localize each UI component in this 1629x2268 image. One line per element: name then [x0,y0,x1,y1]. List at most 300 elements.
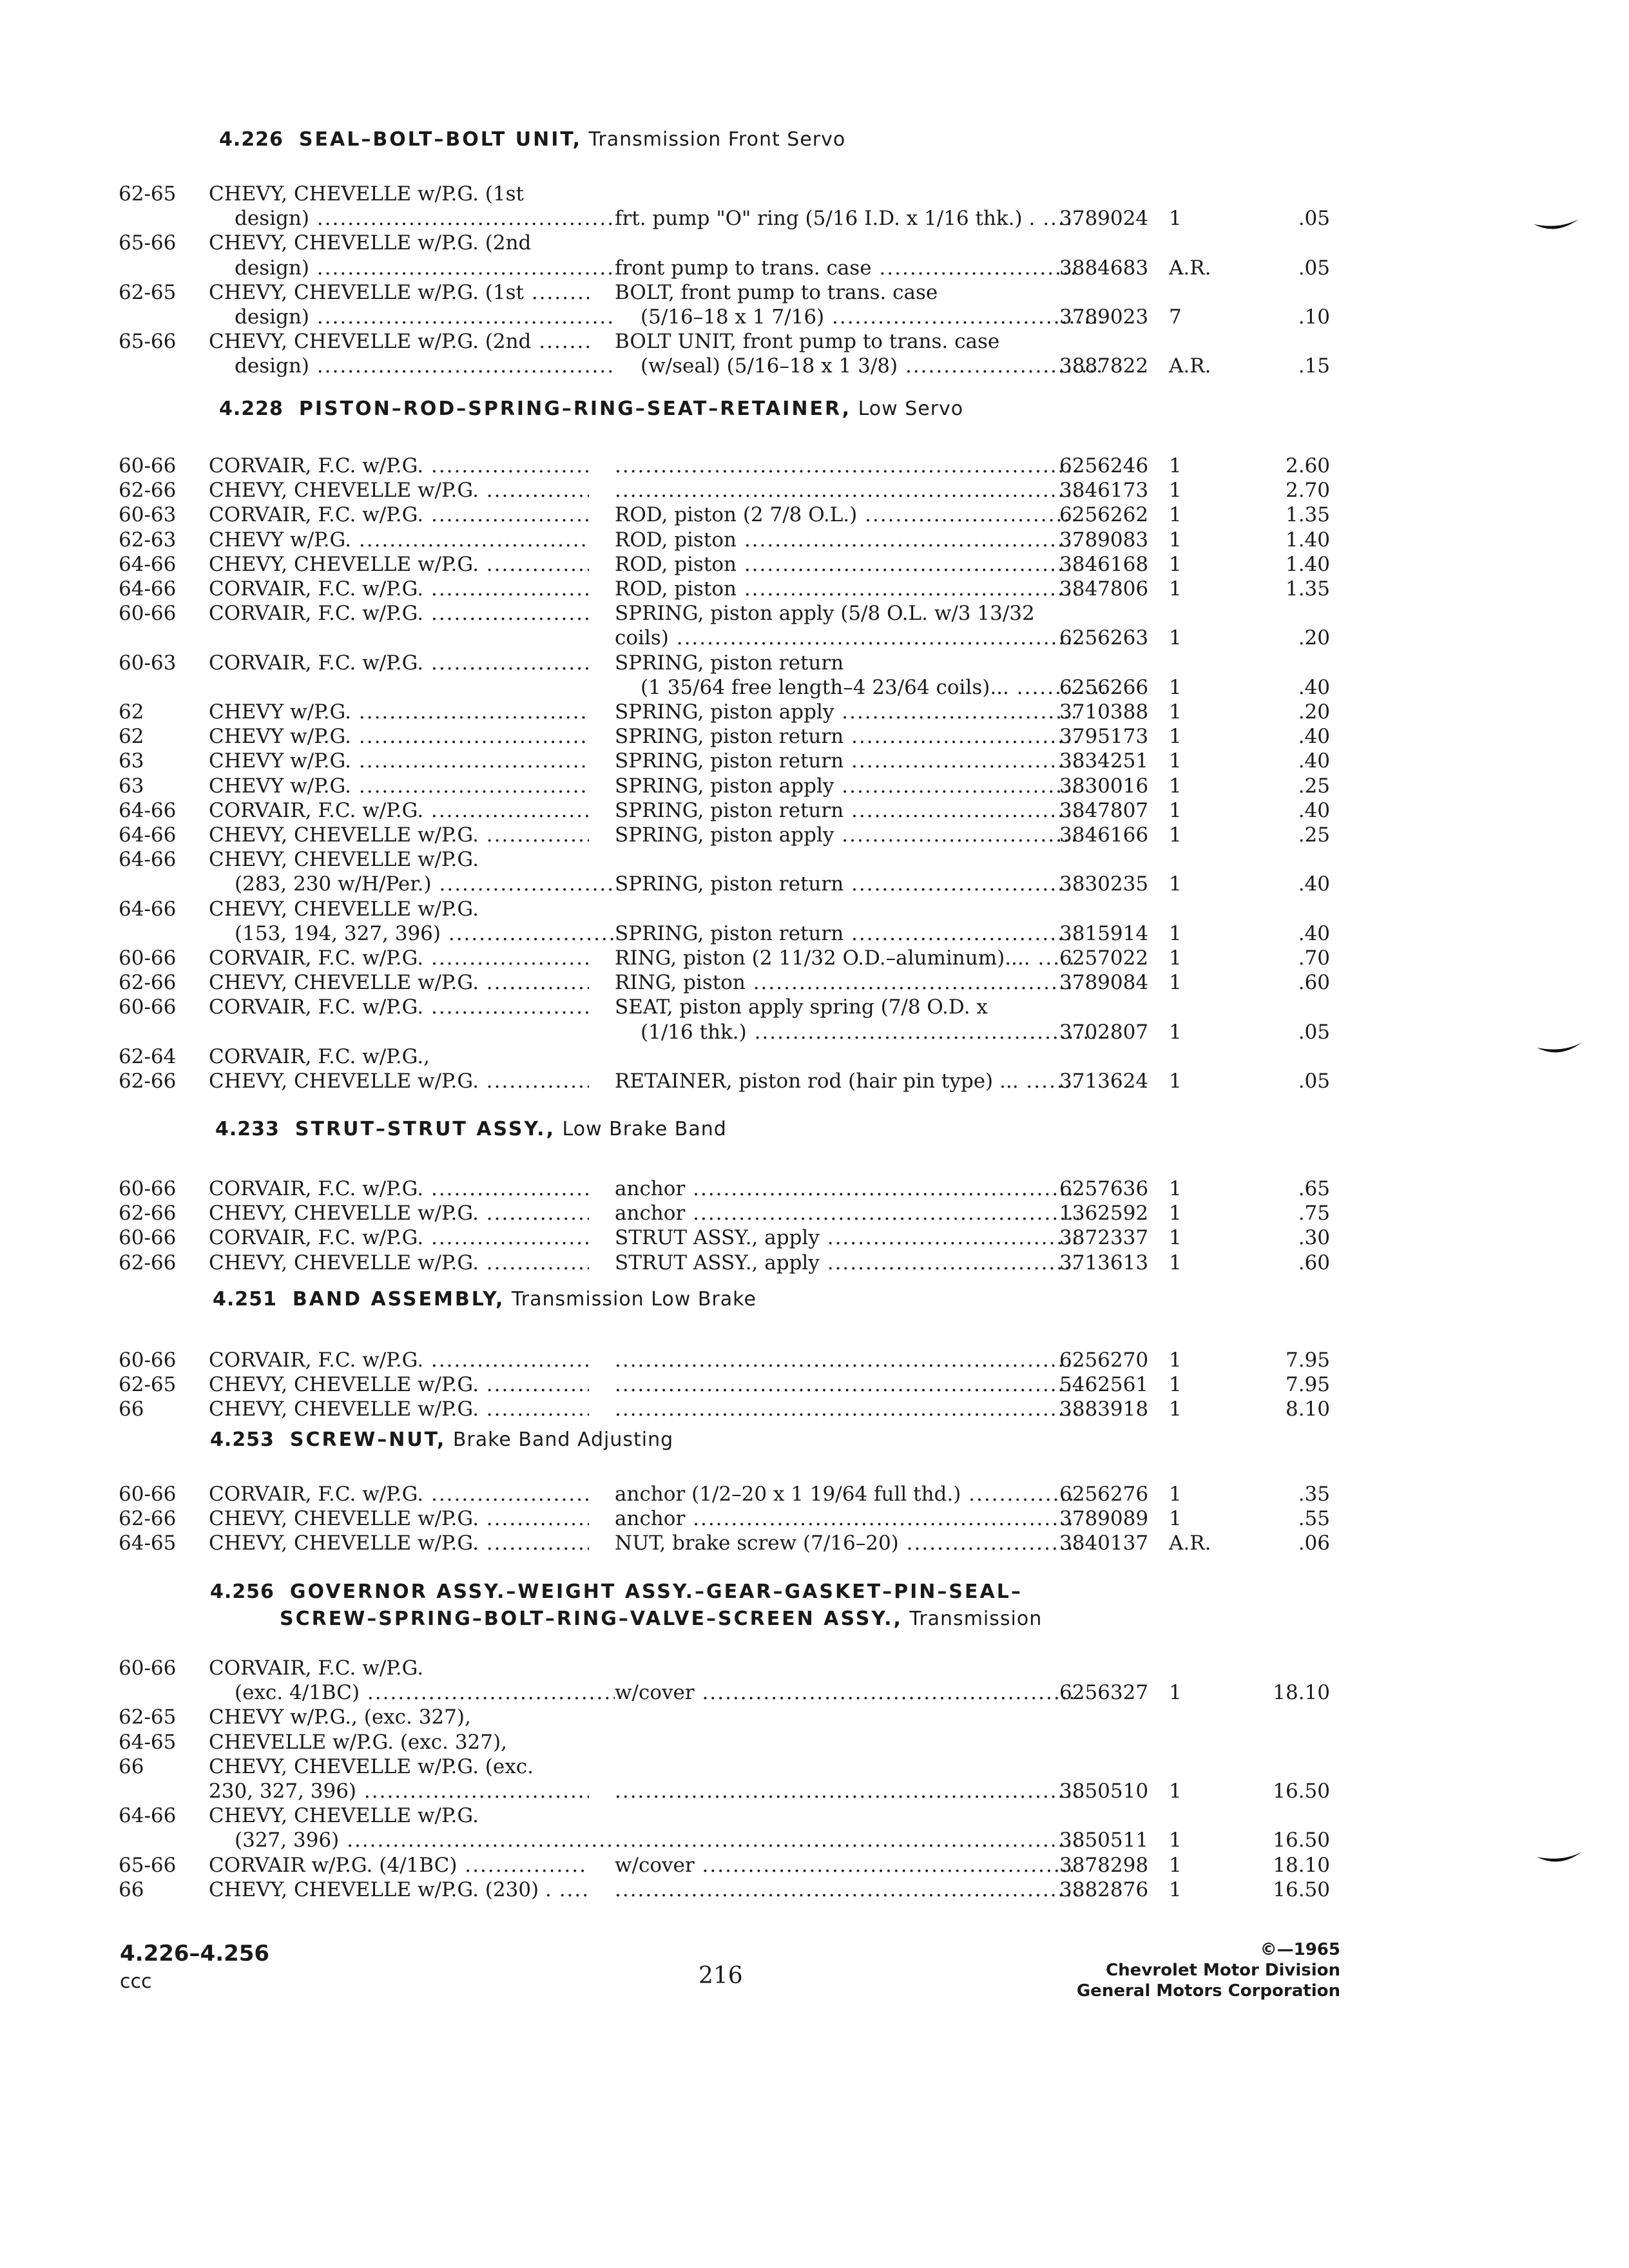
part-number: 3789089 [1059,1507,1149,1531]
quantity: 1 [1169,528,1182,552]
part-description [615,478,1079,503]
price: .40 [1298,749,1330,773]
table-row [119,354,1629,378]
price: .40 [1298,921,1330,945]
price: 16.50 [1273,1780,1330,1803]
table-row [119,749,1629,773]
model-application: design) ..... [209,305,615,329]
part-number: 3830016 [1059,774,1149,798]
model-application: CHEVY, CHEVELLE w/P.G. (exc. [209,1754,534,1778]
part-description [615,1779,1079,1803]
table-row [119,1656,1629,1680]
price: .30 [1298,1226,1330,1250]
price: .05 [1298,1070,1330,1093]
price: .70 [1298,947,1330,970]
table-row [119,774,1629,798]
part-number: 3878298 [1059,1853,1149,1877]
model-application: CHEVY, CHEVELLE w/P.G. ..... [209,1201,589,1225]
model-year: 64-66 [119,897,177,921]
quantity: 1 [1169,1780,1182,1803]
quantity: 1 [1169,1020,1182,1044]
publisher-block [1031,1939,1340,2001]
section-subtitle: Transmission Front Servo [588,128,846,151]
part-description: w/cover ..... [615,1853,1079,1878]
model-year: 60-63 [119,651,177,675]
section-range: 4.226–4.256 [120,1941,270,1966]
model-application: CHEVY, CHEVELLE w/P.G. ..... [209,478,589,503]
section-subtitle: Transmission [909,1608,1043,1630]
part-number: 3846166 [1059,823,1149,847]
part-description: SPRING, piston return [615,651,844,675]
quantity: 1 [1169,1177,1182,1200]
model-application: CORVAIR, F.C. w/P.G. ..... [209,1348,589,1372]
part-number: 3710388 [1059,700,1149,724]
part-description: frt. pump "O" ring (5/16 I.D. x 1/16 thk.) . ..... [615,206,1079,231]
model-year: 62 [119,725,144,749]
price: .15 [1298,354,1330,378]
quantity: 1 [1169,1070,1182,1093]
model-year: 65-66 [119,231,177,255]
part-description: SPRING, piston return ..... [615,921,1079,946]
model-application: CHEVY, CHEVELLE w/P.G. (1st ..... [209,280,589,305]
part-description: anchor ..... [615,1177,1079,1201]
table-row [119,675,1629,700]
part-number: 3789024 [1059,207,1149,231]
table-row [119,823,1629,847]
model-application: CORVAIR w/P.G. (4/1BC) ..... [209,1853,589,1878]
model-application: CHEVY, CHEVELLE w/P.G. ..... [209,1069,589,1093]
section-number: 4.253 [210,1428,275,1451]
division-name: Chevrolet Motor Division [1106,1961,1340,1980]
part-description: anchor (1/2–20 x 1 19/64 full thd.) ..... [615,1482,1079,1506]
model-application: CHEVY, CHEVELLE w/P.G. (230) . ..... [209,1878,589,1902]
price: .40 [1298,872,1330,896]
model-year: 63 [119,774,144,798]
section-number: 4.226 [219,128,284,151]
part-description: SEAT, piston apply spring (7/8 O.D. x [615,995,988,1019]
quantity: 1 [1169,947,1182,970]
part-description: coils) ..... [615,626,1079,650]
model-application: 230, 327, 396) ..... [209,1779,589,1803]
model-year: 63 [119,749,144,773]
model-application: CHEVY w/P.G. ..... [209,774,589,798]
section-title: PISTON–ROD–SPRING–RING–SEAT–RETAINER, [298,398,852,420]
model-year: 60-66 [119,1226,177,1250]
model-year: 62-65 [119,1373,177,1397]
part-description: NUT, brake screw (7/16–20) ..... [615,1531,1079,1555]
table-row [119,995,1629,1019]
price: .75 [1298,1202,1330,1225]
model-year: 60-66 [119,454,177,477]
model-year: 62-66 [119,971,177,995]
model-application: CHEVY w/P.G. ..... [209,700,589,724]
model-year: 64-66 [119,1804,177,1828]
model-application: CHEVY, CHEVELLE w/P.G. ..... [209,1397,589,1421]
quantity: 1 [1169,675,1182,699]
model-application: (153, 194, 327, 396) ..... [209,921,615,946]
model-year: 64-66 [119,823,177,847]
quantity: 1 [1169,1398,1182,1421]
price: .10 [1298,305,1330,329]
model-application: CORVAIR, F.C. w/P.G. [209,1657,424,1680]
part-number: 3795173 [1059,725,1149,749]
price: 7.95 [1285,1373,1330,1397]
section-subtitle: Low Brake Band [562,1118,727,1140]
model-application: CORVAIR, F.C. w/P.G. ..... [209,651,589,675]
model-application: CORVAIR, F.C. w/P.G. ..... [209,1225,589,1250]
table-row [119,1225,1629,1250]
section-title: GOVERNOR ASSY.–WEIGHT ASSY.–GEAR–GASKET–PIN–SEAL– [289,1581,1023,1603]
section-subtitle: Transmission Low Brake [511,1288,757,1311]
part-description [615,1878,1079,1902]
model-application: design) ..... [209,206,615,231]
price: .60 [1298,971,1330,995]
part-description: SPRING, piston apply ..... [615,774,1079,798]
model-application: CORVAIR, F.C. w/P.G. ..... [209,1482,589,1506]
model-application: CORVAIR, F.C. w/P.G. ..... [209,601,589,626]
section-heading [215,1116,727,1143]
part-description: w/cover ..... [615,1680,1079,1705]
section-title-line2: SCREW–SPRING–BOLT–RING–VALVE–SCREEN ASSY., [280,1608,903,1630]
part-number: 1362592 [1059,1202,1149,1225]
section-heading [210,1579,1042,1633]
price: 16.50 [1273,1829,1330,1852]
table-row [119,872,1629,896]
quantity: 1 [1169,1829,1182,1852]
part-description: front pump to trans. case ..... [615,256,1079,280]
quantity: 1 [1169,1349,1182,1372]
part-description: SPRING, piston return ..... [615,749,1079,773]
quantity: 1 [1169,921,1182,945]
quantity: 1 [1169,577,1182,601]
table-row [119,700,1629,724]
table-row [119,577,1629,601]
quantity: 1 [1169,1507,1182,1531]
model-application: CORVAIR, F.C. w/P.G. ..... [209,1177,589,1201]
section-heading [219,126,845,153]
part-description: ROD, piston (2 7/8 O.L.) ..... [615,503,1079,527]
table-row [119,1779,1629,1803]
part-number: 6257022 [1059,947,1149,970]
model-year: 64-66 [119,552,177,576]
part-number: 6256263 [1059,626,1149,650]
price: .25 [1298,774,1330,798]
model-year: 62-65 [119,280,177,304]
model-application: CORVAIR, F.C. w/P.G. ..... [209,946,589,970]
part-description: anchor ..... [615,1201,1079,1225]
part-number: 3883918 [1059,1398,1149,1421]
model-application: CHEVY w/P.G. ..... [209,749,589,773]
table-row [119,946,1629,970]
part-number: 3847806 [1059,577,1149,601]
model-application: CORVAIR, F.C. w/P.G. ..... [209,454,589,478]
part-description: (1/16 thk.) ..... [615,1020,1104,1044]
model-application: CHEVY, CHEVELLE w/P.G. ..... [209,970,589,995]
table-row [119,651,1629,675]
model-year: 66 [119,1754,144,1778]
price: .20 [1298,626,1330,650]
model-year: 62-65 [119,182,177,206]
quantity: 1 [1169,552,1182,576]
model-year: 60-66 [119,947,177,970]
price: 2.70 [1285,479,1330,503]
part-number: 3850511 [1059,1829,1149,1852]
model-application: CHEVY, CHEVELLE w/P.G. (1st [209,182,524,206]
part-description: RING, piston (2 11/32 O.D.–aluminum).... ..... [615,946,1079,970]
model-application: CHEVY, CHEVELLE w/P.G. (2nd [209,231,532,255]
price: .25 [1298,823,1330,847]
price: .06 [1298,1532,1330,1555]
part-number: 3846173 [1059,479,1149,503]
model-application: CORVAIR, F.C. w/P.G., [209,1044,430,1068]
table-row [119,182,1629,206]
model-year: 64-65 [119,1730,177,1754]
part-number: 3847807 [1059,798,1149,822]
model-year: 62-65 [119,1706,177,1729]
part-description: BOLT, front pump to trans. case [615,280,938,304]
part-number: 3713613 [1059,1251,1149,1274]
table-row [119,1853,1629,1878]
part-number: 3850510 [1059,1780,1149,1803]
part-number: 3840137 [1059,1532,1149,1555]
model-application: CHEVY w/P.G. ..... [209,528,589,552]
quantity: 1 [1169,1251,1182,1274]
section-title: BAND ASSEMBLY, [292,1288,505,1311]
model-application: CORVAIR, F.C. w/P.G. ..... [209,995,589,1019]
part-description: SPRING, piston apply ..... [615,700,1079,724]
table-row [119,206,1629,231]
table-row [119,1348,1629,1372]
model-year: 60-66 [119,1177,177,1200]
model-application: CHEVY, CHEVELLE w/P.G. ..... [209,552,589,577]
quantity: 1 [1169,774,1182,798]
table-row [119,503,1629,527]
model-year: 66 [119,1398,144,1421]
quantity: 1 [1169,479,1182,503]
model-year: 65-66 [119,1853,177,1877]
model-year: 62-64 [119,1044,177,1068]
price: .05 [1298,207,1330,231]
part-description: ROD, piston ..... [615,552,1079,577]
model-year: 66 [119,1878,144,1901]
section-title: STRUT–STRUT ASSY., [294,1118,555,1140]
section-title: SCREW–NUT, [289,1428,447,1451]
part-description: SPRING, piston return ..... [615,798,1079,823]
table-row [119,1020,1629,1044]
quantity: 1 [1169,1226,1182,1250]
part-description: anchor ..... [615,1506,1079,1531]
quantity: 1 [1169,503,1182,527]
model-application: CHEVY, CHEVELLE w/P.G. ..... [209,823,589,847]
model-year: 60-66 [119,1483,177,1506]
part-number: 3789084 [1059,971,1149,995]
model-application: CHEVY, CHEVELLE w/P.G. ..... [209,1506,589,1531]
quantity: 7 [1169,305,1182,329]
table-row [119,1531,1629,1555]
table-row [119,1803,1629,1828]
part-number: 3815914 [1059,921,1149,945]
model-year: 62 [119,700,144,724]
price: 1.40 [1285,552,1330,576]
table-row [119,1251,1629,1275]
price: .40 [1298,725,1330,749]
model-year: 62-66 [119,1507,177,1531]
page-code: ccc [120,1970,152,1993]
table-row [119,1372,1629,1397]
part-description: BOLT UNIT, front pump to trans. case [615,330,1000,354]
model-application: (exc. 4/1BC) ..... [209,1680,615,1705]
part-number: 3713624 [1059,1070,1149,1093]
price: 18.10 [1273,1681,1330,1705]
model-year: 62-66 [119,1251,177,1274]
table-row [119,724,1629,749]
model-year: 64-66 [119,577,177,601]
model-application: CHEVY, CHEVELLE w/P.G. [209,1804,479,1828]
quantity: 1 [1169,1681,1182,1705]
quantity: 1 [1169,454,1182,477]
model-year: 64-66 [119,798,177,822]
table-row [119,897,1629,921]
quantity: 1 [1169,971,1182,995]
section-subtitle: Brake Band Adjusting [452,1428,674,1451]
table-row [119,305,1629,329]
quantity: 1 [1169,626,1182,650]
model-application: CHEVY, CHEVELLE w/P.G. ..... [209,1251,589,1275]
part-number: 6256270 [1059,1349,1149,1372]
corporation-name: General Motors Corporation [1076,1981,1340,2001]
table-row [119,1730,1629,1754]
price: 7.95 [1285,1349,1330,1372]
quantity: 1 [1169,749,1182,773]
model-year: 64-65 [119,1532,177,1555]
part-number: 6256276 [1059,1483,1149,1506]
part-number: 3884683 [1059,256,1149,280]
part-description: SPRING, piston apply ..... [615,823,1079,847]
table-row [119,528,1629,552]
copyright: ©—1965 [1260,1940,1340,1959]
table-row [119,847,1629,872]
table-row [119,256,1629,280]
table-row [119,454,1629,478]
model-year: 60-66 [119,1349,177,1372]
model-application: CHEVY, CHEVELLE w/P.G. ..... [209,1372,589,1397]
price: .65 [1298,1177,1330,1200]
part-description: (w/seal) (5/16–18 x 1 3/8) ..... [615,354,1104,378]
part-description: RETAINER, piston rod (hair pin type) ... ..... [615,1069,1079,1093]
part-number: 6257636 [1059,1177,1149,1200]
part-description: RING, piston ..... [615,970,1079,995]
model-application: CORVAIR, F.C. w/P.G. ..... [209,577,589,601]
model-application: CHEVY w/P.G. ..... [209,724,589,749]
model-year: 65-66 [119,330,177,354]
model-application: CHEVY, CHEVELLE w/P.G. (2nd ..... [209,329,589,354]
table-row [119,329,1629,354]
quantity: 1 [1169,207,1182,231]
section-heading [213,1286,757,1313]
quantity: 1 [1169,1202,1182,1225]
price: .55 [1298,1507,1330,1531]
section-number: 4.233 [215,1118,280,1140]
part-number: 6256327 [1059,1681,1149,1705]
part-number: 3834251 [1059,749,1149,773]
section-title: SEAL–BOLT–BOLT UNIT, [298,128,582,151]
model-application: design) ..... [209,354,615,378]
part-number: 3789023 [1059,305,1149,329]
part-description: STRUT ASSY., apply ..... [615,1251,1079,1275]
table-row [119,1680,1629,1705]
price: 8.10 [1285,1398,1330,1421]
part-number: 3702807 [1059,1020,1149,1044]
part-description [615,1348,1079,1372]
part-description: SPRING, piston apply (5/8 O.L. w/3 13/32 [615,602,1035,626]
part-description: (1 35/64 free length–4 23/64 coils)... ..... [615,675,1104,700]
part-number: 3882876 [1059,1878,1149,1901]
quantity: 1 [1169,1853,1182,1877]
price: .60 [1298,1251,1330,1274]
model-year: 62-63 [119,528,177,552]
part-description [615,1828,1079,1852]
part-number: 3830235 [1059,872,1149,896]
section-number: 4.251 [213,1288,277,1311]
price: 1.35 [1285,577,1330,601]
binding-mark [1534,219,1579,233]
part-description: ROD, piston ..... [615,577,1079,601]
binding-mark [1537,1852,1582,1866]
part-description: (5/16–18 x 1 7/16) ..... [615,305,1104,329]
table-row [119,1705,1629,1729]
section-subtitle: Low Servo [858,398,964,420]
price: 1.35 [1285,503,1330,527]
table-row [119,1506,1629,1531]
price: .05 [1298,1020,1330,1044]
table-row [119,1754,1629,1779]
quantity: A.R. [1169,354,1211,378]
part-number: 3887822 [1059,354,1149,378]
price: .35 [1298,1483,1330,1506]
model-application: CORVAIR, F.C. w/P.G. ..... [209,798,589,823]
part-description: SPRING, piston return ..... [615,872,1079,896]
quantity: A.R. [1169,256,1211,280]
model-application: CHEVY, CHEVELLE w/P.G. [209,848,479,872]
page-number: 216 [699,1963,743,1989]
price: 16.50 [1273,1878,1330,1901]
table-row [119,552,1629,577]
part-description: SPRING, piston return ..... [615,724,1079,749]
quantity: 1 [1169,1878,1182,1901]
part-number: 6256266 [1059,675,1149,699]
part-description: STRUT ASSY., apply ..... [615,1225,1079,1250]
part-number: 3789083 [1059,528,1149,552]
price: .20 [1298,700,1330,724]
price: 1.40 [1285,528,1330,552]
price: 18.10 [1273,1853,1330,1877]
table-row [119,1177,1629,1201]
table-row [119,626,1629,650]
price: 2.60 [1285,454,1330,477]
model-year: 60-63 [119,503,177,527]
table-row [119,1878,1629,1902]
model-year: 60-66 [119,1657,177,1680]
table-row [119,1069,1629,1093]
quantity: 1 [1169,700,1182,724]
section-heading [219,396,963,423]
quantity: 1 [1169,823,1182,847]
quantity: 1 [1169,798,1182,822]
part-number: 3872337 [1059,1226,1149,1250]
model-year: 62-66 [119,479,177,503]
model-year: 60-66 [119,602,177,626]
model-application: (283, 230 w/H/Per.) ..... [209,872,615,896]
